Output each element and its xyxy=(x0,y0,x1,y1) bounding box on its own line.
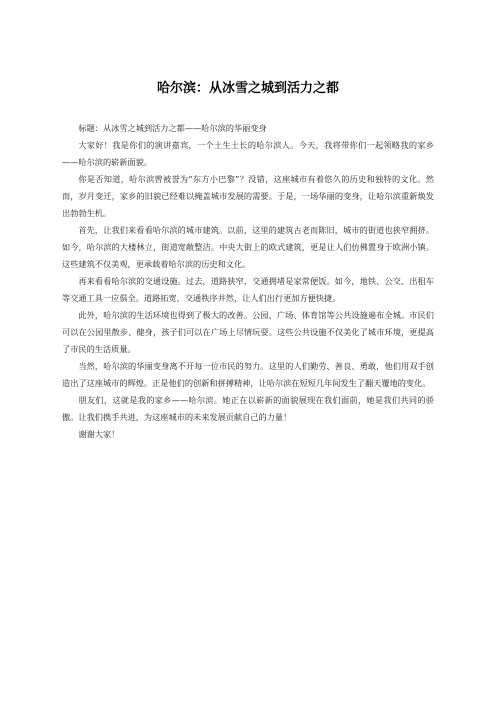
paragraph-citizens: 当然，哈尔滨的华丽变身离不开每一位市民的努力。这里的人们勤劳、善良、勇敢，他们用双手创造出了这座城市的辉煌。正是他们的创新和拼搏精神，让哈尔滨在短短几年间发生了翻天覆地的变化。 xyxy=(62,361,434,388)
paragraph-subtitle: 标题：从冰雪之城到活力之都——哈尔滨的华丽变身 xyxy=(78,123,267,133)
paragraph-conclusion: 朋友们，这就是我的家乡——哈尔滨。她正在以崭新的面貌展现在我们面前，她是我们共同的骄傲。让我们携手共进，为这座城市的未来发展贡献自己的力量！ xyxy=(62,395,434,422)
paragraph-thanks: 谢谢大家！ xyxy=(78,429,120,439)
paragraph-history: 你是否知道，哈尔滨曾被誉为“东方小巴黎”？没错，这座城市有着悠久的历史和独特的文化。然而，岁月变迁，家乡的旧貌已经难以掩盖城市发展的需要。于是，一场华丽的变身，让哈尔滨重新焕发出勃勃生机。 xyxy=(62,174,434,218)
paragraph-greeting: 大家好！我是你们的演讲嘉宾，一个土生土长的哈尔滨人。今天，我将带你们一起领略我的家乡——哈尔滨的崭新面貌。 xyxy=(62,140,434,167)
paragraph-transport: 再来看看哈尔滨的交通设施。过去，道路狭窄，交通拥堵是家常便饭。如今，地铁、公交、出租车等交通工具一应俱全。道路拓宽，交通秩序井然，让人们出行更加方便快捷。 xyxy=(62,276,434,303)
paragraph-environment: 此外，哈尔滨的生活环境也得到了极大的改善。公园、广场、体育馆等公共设施遍布全城。市民们可以在公园里散步、健身，孩子们可以在广场上尽情玩耍。这些公共设施不仅美化了城市环境，更提高了市民的生活质量。 xyxy=(62,310,434,354)
paragraph-architecture: 首先，让我们来看看哈尔滨的城市建筑。以前，这里的建筑古老而陈旧，城市的街道也狭窄拥挤。如今，哈尔滨的大楼林立，街道宽敞整洁。中央大街上的欧式建筑，更是让人们仿佛置身于欧洲小镇。这些建筑不仅美观，更承载着哈尔滨的历史和文化。 xyxy=(62,225,434,269)
document-body xyxy=(62,120,434,443)
document-title: 哈尔滨：从冰雪之城到活力之都 xyxy=(156,81,339,96)
